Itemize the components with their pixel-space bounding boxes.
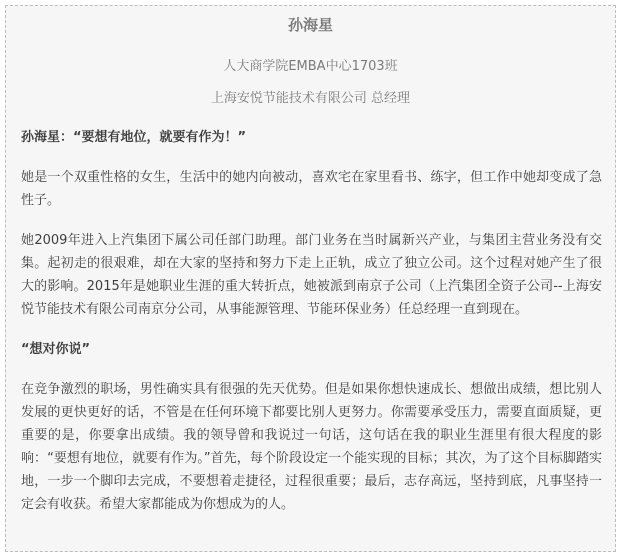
quote-heading: 孙海星：“要想有地位，就要有作为！” — [21, 130, 247, 145]
section-heading: “想对你说” — [21, 342, 91, 357]
profile-position: 上海安悦节能技术有限公司 总经理 — [210, 91, 411, 106]
article-body — [21, 126, 602, 533]
profile-class: 人大商学院EMBA中心1703班 — [223, 59, 398, 74]
profile-header — [6, 16, 615, 107]
paragraph-personality: 她是一个双重性格的女生，生活中的她内向被动，喜欢宅在家里看书、练字，但工作中她却变成了急性子。 — [21, 170, 602, 208]
profile-name: 孙海星 — [287, 16, 333, 34]
paragraph-career: 她2009年进入上汽集团下属公司任部门助理。部门业务在当时属新兴产业，与集团主营业务没有交集。起初走的很艰难，却在大家的坚持和努力下走上正轨，成立了独立公司。这个过程对她产生了很大的影响。2015年是她职业生涯的重大转折点，她被派到南京子公司（上汽集团全资子公司--上海安悦节能技术有限公司南京分公司，从事能源管理、节能环保业务）任总经理一直到现在。 — [21, 233, 602, 317]
paragraph-advice: 在竞争激烈的职场，男性确实具有很强的先天优势。但是如果你想快速成长、想做出成绩，想比别人发展的更快更好的话，不管是在任何环境下都要比别人更努力。你需要承受压力，需要直面质疑，更重要的是，你要拿出成绩。我的领导曾和我说过一句话，这句话在我的职业生涯里有很大程度的影响：“要想有地位，就要有作为。”首先，每个阶段设定一个能实现的目标；其次，为了这个目标脚踏实地，一步一个脚印去完成，不要想着走捷径，过程很重要；最后，志存高远，坚持到底，凡事坚持一定会有收获。希望大家都能成为你想成为的人。 — [21, 382, 602, 512]
profile-card — [5, 5, 616, 552]
